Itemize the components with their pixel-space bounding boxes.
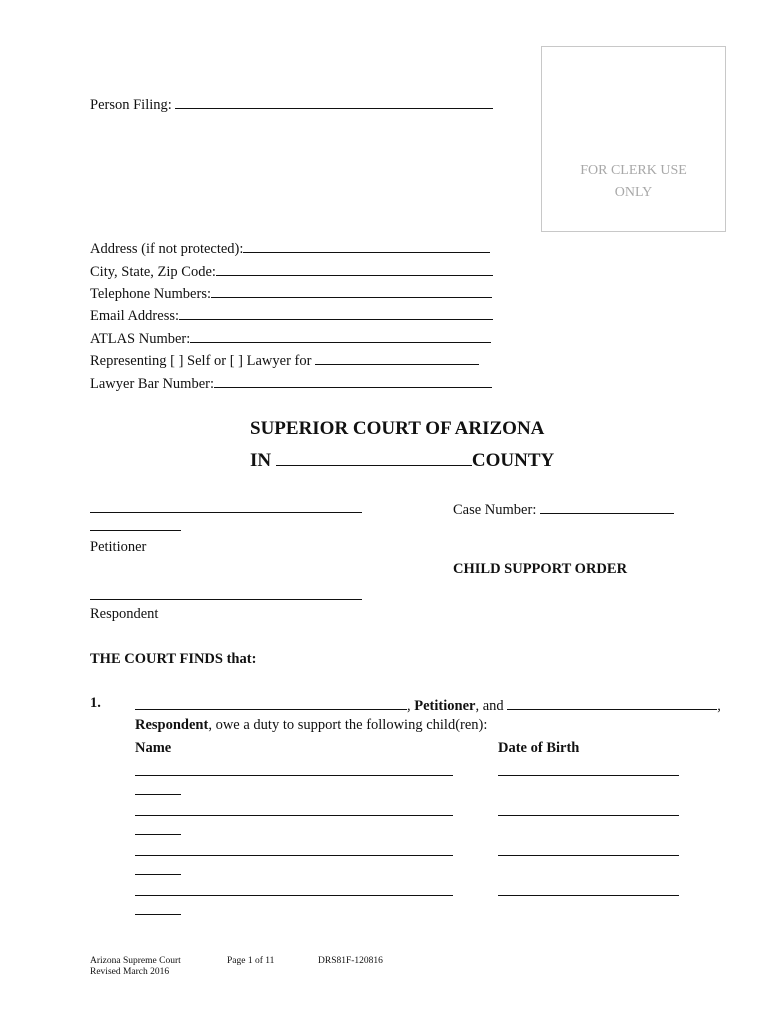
child-name-line[interactable]: [135, 775, 453, 776]
petitioner-duty-field[interactable]: [135, 695, 407, 710]
column-dob-header: Date of Birth: [498, 740, 580, 756]
respondent-word: Respondent: [135, 717, 209, 733]
duty-text: , owe a duty to support the following child(ren):: [208, 717, 488, 733]
child-name-line[interactable]: [135, 895, 453, 896]
telephone-field[interactable]: [211, 283, 492, 298]
petitioner-word: Petitioner: [414, 698, 476, 714]
order-title: CHILD SUPPORT ORDER: [453, 561, 628, 577]
case-number-field[interactable]: [540, 499, 674, 514]
lawyer-bar-row: [90, 373, 492, 393]
city-state-zip-field[interactable]: [216, 261, 493, 276]
telephone-label: Telephone Numbers:: [90, 286, 211, 302]
footer-form-code: DRS81F-120816: [318, 956, 383, 966]
court-title: SUPERIOR COURT OF ARIZONA: [250, 418, 545, 439]
case-number-row: [453, 499, 674, 519]
clerk-use-line2: ONLY: [614, 185, 653, 200]
person-filing-field[interactable]: [175, 94, 493, 109]
clerk-use-line1: FOR CLERK USE: [580, 163, 687, 178]
lawyer-bar-label: Lawyer Bar Number:: [90, 376, 215, 392]
telephone-row: [90, 283, 492, 303]
child-name-line-continued[interactable]: [135, 834, 181, 835]
child-name-line[interactable]: [135, 855, 453, 856]
person-filing-row: [90, 94, 493, 114]
footer-revised: Revised March 2016: [90, 967, 170, 977]
duty-sentence: [135, 717, 487, 734]
child-dob-line[interactable]: [498, 775, 679, 776]
footer-court: Arizona Supreme Court: [90, 956, 181, 966]
child-dob-line[interactable]: [498, 895, 679, 896]
address-row: [90, 238, 490, 258]
child-name-line-continued[interactable]: [135, 874, 181, 875]
item-1-line: , Petitioner, and ,: [135, 695, 721, 715]
court-county-row: [250, 448, 554, 472]
child-name-line-continued[interactable]: [135, 914, 181, 915]
respondent-label: Respondent: [90, 606, 159, 622]
county-field[interactable]: [276, 448, 472, 466]
item-number: 1.: [90, 695, 101, 711]
email-row: [90, 305, 493, 325]
petitioner-name-line-continued[interactable]: [90, 530, 181, 531]
atlas-row: [90, 328, 491, 348]
clerk-use-box: [541, 46, 726, 232]
atlas-field[interactable]: [190, 328, 491, 343]
city-state-zip-row: [90, 261, 493, 281]
court-in-label: IN: [250, 450, 272, 471]
court-county-label: COUNTY: [471, 450, 555, 471]
petitioner-label: Petitioner: [90, 539, 147, 555]
lawyer-for-field[interactable]: [315, 350, 479, 365]
respondent-name-line[interactable]: [90, 599, 362, 600]
email-label: Email Address:: [90, 308, 180, 324]
clerk-use-text: [542, 160, 725, 204]
case-number-label: Case Number:: [453, 502, 537, 518]
atlas-label: ATLAS Number:: [90, 331, 191, 347]
email-field[interactable]: [179, 305, 493, 320]
address-label: Address (if not protected):: [90, 241, 244, 257]
child-dob-line[interactable]: [498, 855, 679, 856]
address-field[interactable]: [243, 238, 490, 253]
column-name-header: Name: [135, 740, 172, 756]
lawyer-bar-field[interactable]: [214, 373, 492, 388]
footer-page: Page 1 of 11: [227, 956, 275, 966]
respondent-duty-field[interactable]: [507, 695, 717, 710]
child-name-line-continued[interactable]: [135, 794, 181, 795]
child-dob-line[interactable]: [498, 815, 679, 816]
city-state-zip-label: City, State, Zip Code:: [90, 264, 216, 280]
person-filing-label: Person Filing:: [90, 97, 172, 113]
petitioner-name-line[interactable]: [90, 512, 362, 513]
and-word: , and: [475, 698, 504, 714]
findings-heading: THE COURT FINDS that:: [90, 651, 257, 667]
child-name-line[interactable]: [135, 815, 453, 816]
representing-label: Representing [ ] Self or [ ] Lawyer for: [90, 353, 312, 369]
representing-row: [90, 350, 479, 370]
